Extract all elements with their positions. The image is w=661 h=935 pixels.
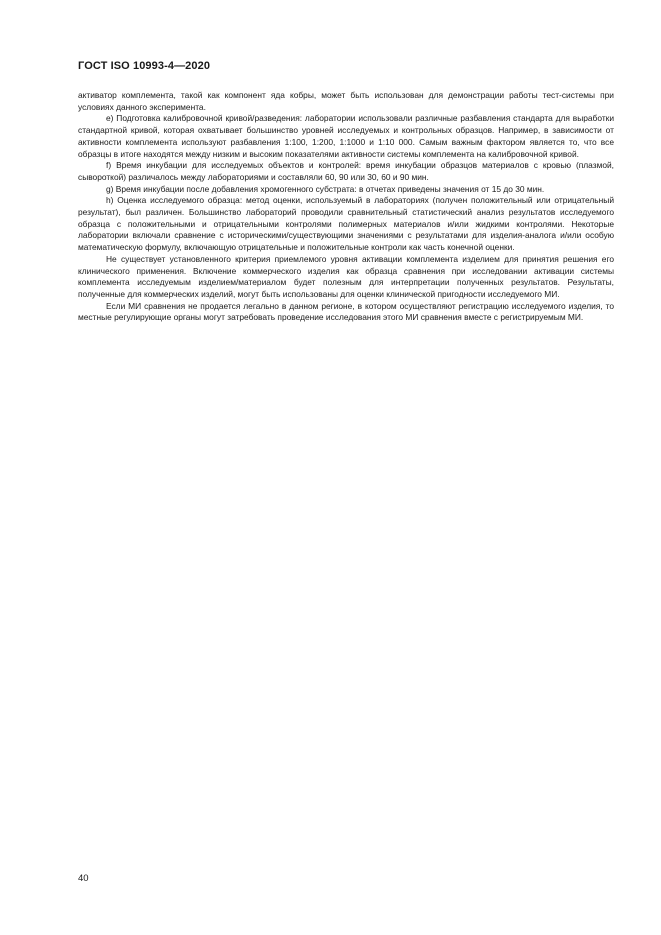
- paragraph-criteria: Не существует установленного критерия приемлемого уровня активации комплемента изделием для принятия решения его клинического применения. Включение коммерческого изделия как образца сравнения при исследовании активации системы комплемента исследуемым изделием/материалом будет полезным для интерпретации полученных результатов. Результаты, полученные для коммерческих изделий, могут быть использованы для оценки клинической пригодности исследуемого МИ.: [78, 253, 614, 299]
- paragraph-item-g: g) Время инкубации после добавления хромогенного субстрата: в отчетах приведены значения от 15 до 30 мин.: [106, 183, 545, 194]
- paragraph-continuation: активатор комплемента, такой как компонент яда кобры, может быть использован для демонстрации работы тест-системы при условиях данного эксперимента.: [78, 90, 614, 112]
- paragraph-regional: Если МИ сравнения не продается легально в данном регионе, в котором осуществляют регистрацию исследуемого изделия, то местные регулирующие органы могут затребовать проведение исследования этого МИ сравнения вместе с регистрируемым МИ.: [78, 300, 614, 323]
- paragraph-item-e: е) Подготовка калибровочной кривой/разведения: лаборатории использовали различные разбавления стандарта для выработки стандартной кривой, которая охватывает большинство уровней исследуемых и контрольных образцов. Например, в зависимости от активности комплемента используют разбавления 1:100, 1:200, 1:1000 и 1:10 000. Самым важным фактором является то, что все образцы в итоге находятся между низким и высоким показателями активности системы комплемента на калибровочной кривой.: [78, 113, 614, 159]
- page-number: 40: [78, 873, 89, 884]
- paragraph-item-h: h) Оценка исследуемого образца: метод оценки, используемый в лабораториях (получен положительный или отрицательный результат), был различен. Большинство лабораторий проводили сравнительный статистический анализ результатов исследуемого образца с положительными и отрицательными контролями полимерных материалов и/или жидкими контролями. Некоторые лаборатории включали сравнение с историческими/существующими значениями с результатами для изделия-аналога и/или особую математическую формулу, включающую отрицательные и положительные контроли как часть конечной оценки.: [78, 195, 614, 253]
- document-header: ГОСТ ISO 10993-4—2020: [78, 60, 211, 72]
- body-text: [78, 90, 614, 324]
- paragraph-item-f: f) Время инкубации для исследуемых объектов и контролей: время инкубации образцов материалов с кровью (плазмой, сывороткой) различалось между лабораториями и составляли 60, 90 или 30, 60 и 90 мин.: [78, 160, 614, 182]
